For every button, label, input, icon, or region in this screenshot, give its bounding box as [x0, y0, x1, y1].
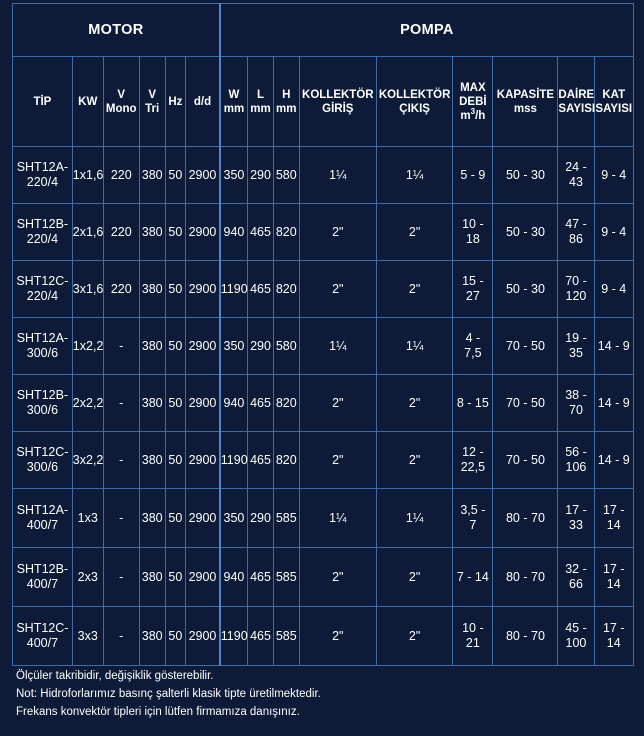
- cell-kollektor-cikis: 2": [376, 548, 452, 607]
- cell-kat-sayisi: 9 - 4: [594, 147, 634, 204]
- cell-hz: 50: [165, 375, 186, 432]
- cell-kapasite: 80 - 70: [493, 607, 558, 666]
- cell-kollektor-cikis: 2": [376, 432, 452, 489]
- table-row: [13, 318, 634, 375]
- cell-kollektor-cikis: 2": [376, 375, 452, 432]
- cell-hz: 50: [165, 432, 186, 489]
- cell-kat-sayisi: 17 - 14: [594, 607, 634, 666]
- cell-v-mono: -: [103, 375, 139, 432]
- cell-v-mono: -: [103, 432, 139, 489]
- cell-dd: 2900: [186, 489, 220, 548]
- cell-w: 940: [220, 375, 248, 432]
- cell-v-mono: 220: [103, 147, 139, 204]
- cell-v-tri: 380: [139, 318, 165, 375]
- cell-max-debi: 7 - 14: [453, 548, 493, 607]
- col-h: H mm: [273, 57, 299, 147]
- cell-w: 940: [220, 548, 248, 607]
- pompa-group-header: POMPA: [220, 4, 634, 57]
- cell-kapasite: 50 - 30: [493, 261, 558, 318]
- cell-dd: 2900: [186, 607, 220, 666]
- cell-kapasite: 50 - 30: [493, 147, 558, 204]
- cell-kat-sayisi: 9 - 4: [594, 204, 634, 261]
- cell-dd: 2900: [186, 147, 220, 204]
- cell-daire-sayisi: 32 - 66: [558, 548, 594, 607]
- cell-hz: 50: [165, 607, 186, 666]
- cell-h: 820: [273, 261, 299, 318]
- cell-dd: 2900: [186, 375, 220, 432]
- cell-l: 465: [248, 261, 274, 318]
- table-body: [13, 147, 634, 666]
- cell-kat-sayisi: 14 - 9: [594, 318, 634, 375]
- table-row: [13, 607, 634, 666]
- cell-daire-sayisi: 38 - 70: [558, 375, 594, 432]
- cell-l: 290: [248, 318, 274, 375]
- cell-l: 290: [248, 147, 274, 204]
- cell-kapasite: 70 - 50: [493, 432, 558, 489]
- table-row: [13, 204, 634, 261]
- cell-kat-sayisi: 9 - 4: [594, 261, 634, 318]
- cell-kollektor-giris: 2": [299, 548, 376, 607]
- cell-h: 585: [273, 489, 299, 548]
- col-v-mono: V Mono: [103, 57, 139, 147]
- cell-w: 1190: [220, 607, 248, 666]
- cell-tip: SHT12B- 400/7: [13, 548, 73, 607]
- cell-h: 585: [273, 548, 299, 607]
- cell-kollektor-giris: 1¼: [299, 318, 376, 375]
- cell-tip: SHT12B- 220/4: [13, 204, 73, 261]
- cell-w: 940: [220, 204, 248, 261]
- cell-w: 1190: [220, 261, 248, 318]
- cell-max-debi: 4 - 7,5: [453, 318, 493, 375]
- cell-v-tri: 380: [139, 261, 165, 318]
- cell-kapasite: 70 - 50: [493, 318, 558, 375]
- footnotes: [16, 667, 636, 721]
- footnote-pressure-switch: Not: Hidroforlarımız basınç şalterli klasik tipte üretilmektedir.: [16, 688, 321, 700]
- cell-kapasite: 50 - 30: [493, 204, 558, 261]
- col-kat-sayisi: KAT SAYISI: [594, 57, 634, 147]
- col-kollektor-cikis: KOLLEKTÖR ÇIKIŞ: [376, 57, 452, 147]
- cell-kollektor-cikis: 1¼: [376, 147, 452, 204]
- cell-kw: 3x3: [72, 607, 103, 666]
- group-header-row: [13, 4, 634, 57]
- cell-kat-sayisi: 17 - 14: [594, 548, 634, 607]
- cell-kat-sayisi: 14 - 9: [594, 432, 634, 489]
- cell-daire-sayisi: 19 - 35: [558, 318, 594, 375]
- col-kw: KW: [72, 57, 103, 147]
- cell-kollektor-cikis: 2": [376, 607, 452, 666]
- cell-hz: 50: [165, 147, 186, 204]
- cell-hz: 50: [165, 204, 186, 261]
- cell-v-tri: 380: [139, 548, 165, 607]
- cell-max-debi: 5 - 9: [453, 147, 493, 204]
- cell-max-debi: 10 - 18: [453, 204, 493, 261]
- cell-v-tri: 380: [139, 432, 165, 489]
- cell-v-mono: -: [103, 489, 139, 548]
- cell-kollektor-giris: 2": [299, 261, 376, 318]
- cell-l: 465: [248, 204, 274, 261]
- cell-l: 465: [248, 548, 274, 607]
- cell-max-debi: 8 - 15: [453, 375, 493, 432]
- cell-kat-sayisi: 17 - 14: [594, 489, 634, 548]
- col-v-tri: V Tri: [139, 57, 165, 147]
- cell-v-tri: 380: [139, 375, 165, 432]
- col-kapasite: KAPASİTE mss: [493, 57, 558, 147]
- cell-h: 820: [273, 204, 299, 261]
- cell-dd: 2900: [186, 432, 220, 489]
- cell-w: 1190: [220, 432, 248, 489]
- cell-dd: 2900: [186, 318, 220, 375]
- cell-max-debi: 10 - 21: [453, 607, 493, 666]
- table-row: [13, 548, 634, 607]
- cell-v-mono: 220: [103, 261, 139, 318]
- cell-h: 820: [273, 432, 299, 489]
- cell-tip: SHT12B- 300/6: [13, 375, 73, 432]
- col-dd: d/d: [186, 57, 220, 147]
- cell-kw: 1x1,6: [72, 147, 103, 204]
- cell-w: 350: [220, 489, 248, 548]
- cell-tip: SHT12C- 300/6: [13, 432, 73, 489]
- cell-daire-sayisi: 45 - 100: [558, 607, 594, 666]
- cell-v-mono: -: [103, 548, 139, 607]
- cell-w: 350: [220, 318, 248, 375]
- col-l: L mm: [248, 57, 274, 147]
- cell-kapasite: 70 - 50: [493, 375, 558, 432]
- cell-v-tri: 380: [139, 607, 165, 666]
- cell-kw: 2x1,6: [72, 204, 103, 261]
- table-row: [13, 147, 634, 204]
- cell-kollektor-cikis: 1¼: [376, 489, 452, 548]
- cell-hz: 50: [165, 318, 186, 375]
- col-daire-sayisi: DAİRE SAYISI: [558, 57, 594, 147]
- cell-kat-sayisi: 14 - 9: [594, 375, 634, 432]
- cell-kapasite: 80 - 70: [493, 548, 558, 607]
- cell-kollektor-giris: 2": [299, 607, 376, 666]
- cell-kw: 2x2,2: [72, 375, 103, 432]
- footnote-frequency-converter: Frekans konvektör tipleri için lütfen firmamıza danışınız.: [16, 706, 300, 718]
- cell-h: 585: [273, 607, 299, 666]
- cell-kollektor-giris: 2": [299, 204, 376, 261]
- cell-daire-sayisi: 56 - 106: [558, 432, 594, 489]
- col-tip: TİP: [13, 57, 73, 147]
- cell-v-tri: 380: [139, 147, 165, 204]
- cell-tip: SHT12A- 220/4: [13, 147, 73, 204]
- cell-max-debi: 3,5 - 7: [453, 489, 493, 548]
- cell-tip: SHT12C- 220/4: [13, 261, 73, 318]
- col-max-debi: MAX DEBİ $m^3/h$: [453, 57, 493, 147]
- cell-kw: 3x1,6: [72, 261, 103, 318]
- cell-daire-sayisi: 47 - 86: [558, 204, 594, 261]
- cell-v-mono: -: [103, 318, 139, 375]
- footnote-approx: Ölçüler takribidir, değişiklik gösterebilir.: [16, 670, 214, 682]
- table-row: [13, 432, 634, 489]
- cell-daire-sayisi: 17 - 33: [558, 489, 594, 548]
- cell-h: 580: [273, 147, 299, 204]
- cell-hz: 50: [165, 489, 186, 548]
- cell-kapasite: 80 - 70: [493, 489, 558, 548]
- cell-hz: 50: [165, 548, 186, 607]
- cell-l: 465: [248, 432, 274, 489]
- cell-kw: 2x3: [72, 548, 103, 607]
- cell-kollektor-cikis: 1¼: [376, 318, 452, 375]
- cell-dd: 2900: [186, 261, 220, 318]
- cell-kollektor-giris: 2": [299, 432, 376, 489]
- spec-table: [12, 3, 634, 666]
- cell-max-debi: 12 - 22,5: [453, 432, 493, 489]
- table-row: [13, 489, 634, 548]
- table-row: [13, 261, 634, 318]
- cell-daire-sayisi: 24 - 43: [558, 147, 594, 204]
- motor-group-header: MOTOR: [13, 4, 220, 57]
- cell-hz: 50: [165, 261, 186, 318]
- cell-w: 350: [220, 147, 248, 204]
- cell-kw: 3x2,2: [72, 432, 103, 489]
- cell-dd: 2900: [186, 548, 220, 607]
- cell-dd: 2900: [186, 204, 220, 261]
- cell-kw: 1x2,2: [72, 318, 103, 375]
- table-row: [13, 375, 634, 432]
- cell-v-mono: -: [103, 607, 139, 666]
- cell-kollektor-giris: 1¼: [299, 489, 376, 548]
- cell-max-debi: 15 - 27: [453, 261, 493, 318]
- cell-v-mono: 220: [103, 204, 139, 261]
- cell-h: 580: [273, 318, 299, 375]
- col-kollektor-giris: KOLLEKTÖR GİRİŞ: [299, 57, 376, 147]
- cell-kollektor-giris: 2": [299, 375, 376, 432]
- cell-l: 465: [248, 607, 274, 666]
- cell-daire-sayisi: 70 - 120: [558, 261, 594, 318]
- col-w: W mm: [220, 57, 248, 147]
- cell-v-tri: 380: [139, 489, 165, 548]
- cell-l: 290: [248, 489, 274, 548]
- cell-h: 820: [273, 375, 299, 432]
- cell-tip: SHT12A- 400/7: [13, 489, 73, 548]
- cell-tip: SHT12A- 300/6: [13, 318, 73, 375]
- cell-kollektor-cikis: 2": [376, 261, 452, 318]
- cell-l: 465: [248, 375, 274, 432]
- cell-v-tri: 380: [139, 204, 165, 261]
- cell-tip: SHT12C- 400/7: [13, 607, 73, 666]
- cell-kollektor-cikis: 2": [376, 204, 452, 261]
- cell-kollektor-giris: 1¼: [299, 147, 376, 204]
- column-header-row: [13, 57, 634, 147]
- col-hz: Hz: [165, 57, 186, 147]
- cell-kw: 1x3: [72, 489, 103, 548]
